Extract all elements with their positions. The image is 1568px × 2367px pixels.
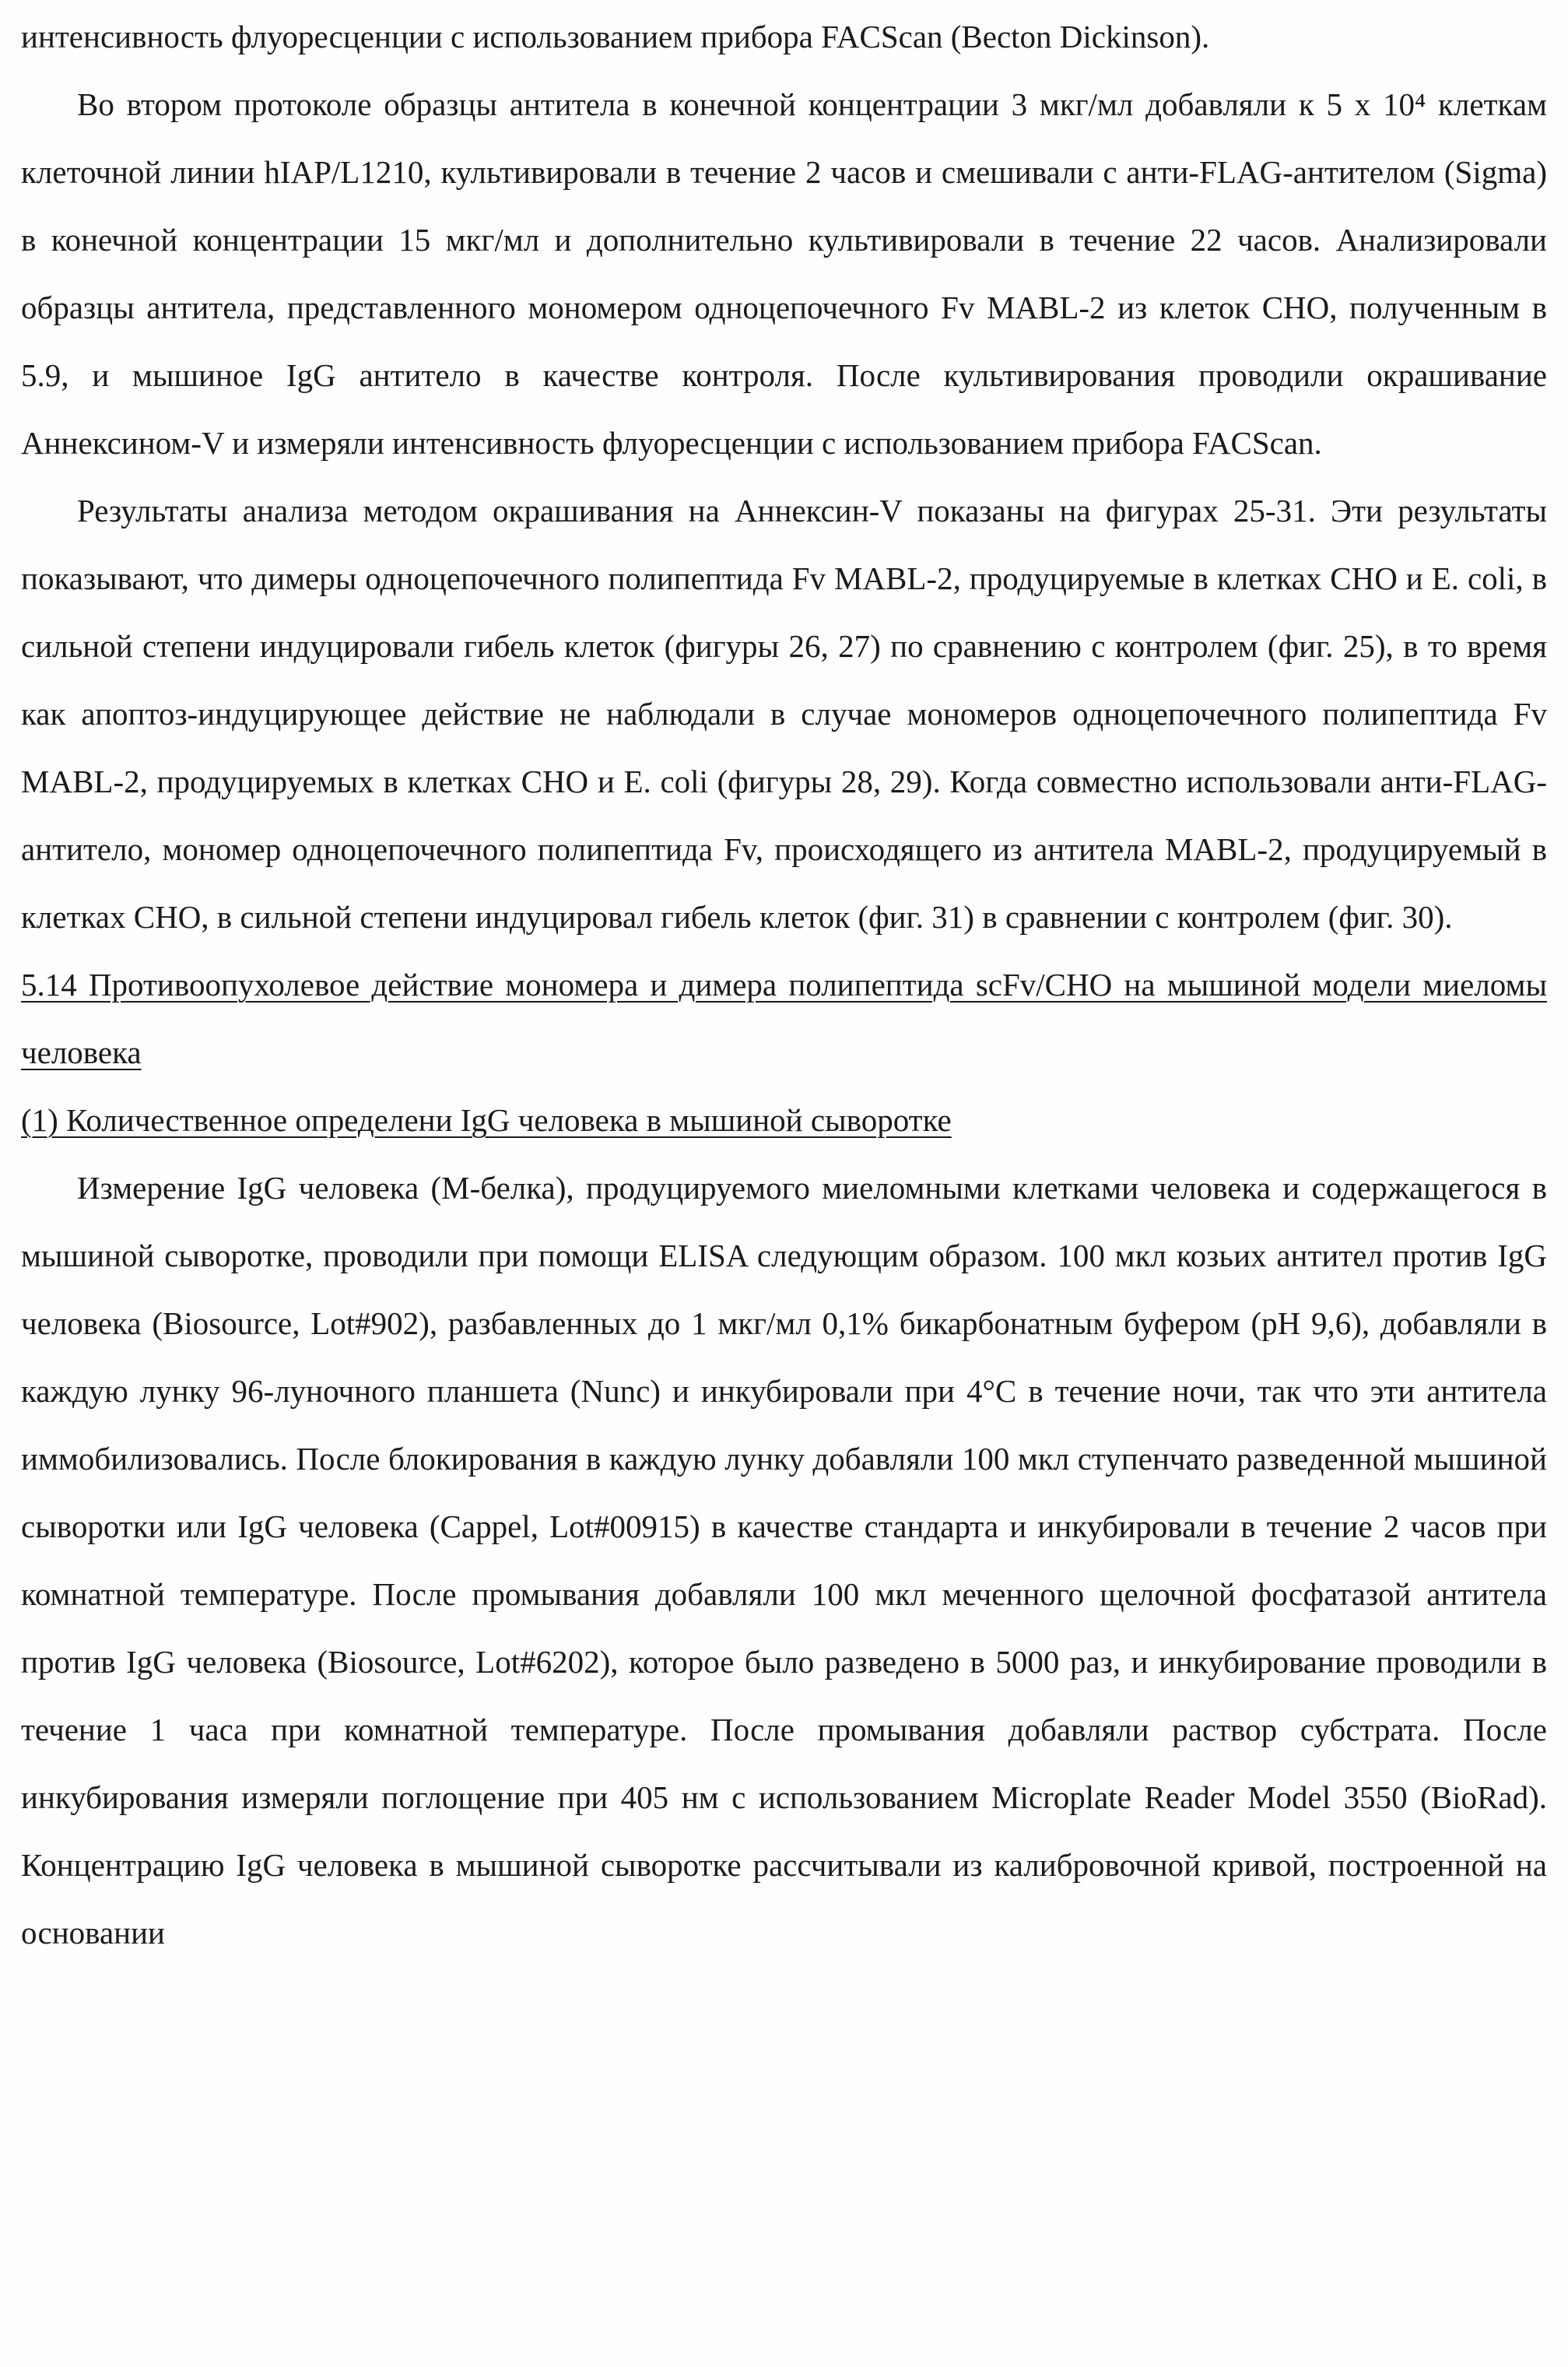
subsection-heading-1: (1) Количественное определени IgG человека в мышиной сыворотке [21, 1102, 952, 1138]
paragraph-elisa-measurement: Измерение IgG человека (М-белка), продуцируемого миеломными клетками человека и содержащегося в мышиной сыворотке, проводили при помощи ELISA следующим образом. 100 мкл козьих антител против IgG человека (Biosource, Lot#902), разбавленных до 1 мкг/мл 0,1% бикарбонатным буфером (pH 9,6), добавляли в каждую лунку 96-луночного планшета (Nunc) и инкубировали при 4°C в течение ночи, так что эти антитела иммобилизовались. После блокирования в каждую лунку добавляли 100 мкл ступенчато разведенной мышиной сыворотки или IgG человека (Cappel, Lot#00915) в качестве стандарта и инкубировали в течение 2 часов при комнатной температуре. После промывания добавляли 100 мкл меченного щелочной фосфатазой антитела против IgG человека (Biosource, Lot#6202), которое было разведено в 5000 раз, и инкубирование проводили в течение 1 часа при комнатной температуре. После промывания добавляли раствор субстрата. После инкубирования измеряли поглощение при 405 нм с использованием Microplate Reader Model 3550 (BioRad). Концентрацию IgG человека в мышиной сыворотке рассчитывали из калибровочной кривой, построенной на основании [21, 1170, 1547, 1951]
paragraph-continuation: интенсивность флуоресценции с использованием прибора FACScan (Becton Dickinson). [21, 19, 1210, 54]
paragraph-second-protocol: Во втором протоколе образцы антитела в конечной концентрации 3 мкг/мл добавляли к 5 x 10⁴ клеткам клеточной линии hIAP/L1210, культивировали в течение 2 часов и смешивали с анти-FLAG-антителом (Sigma) в конечной концентрации 15 мкг/мл и дополнительно культивировали в течение 22 часов. Анализировали образцы антитела, представленного мономером одноцепочечного Fv MABL-2 из клеток CHO, полученным в 5.9, и мышиное IgG антитело в качестве контроля. После культивирования проводили окрашивание Аннексином-V и измеряли интенсивность флуоресценции с использованием прибора FACScan. [21, 86, 1547, 461]
section-heading-5-14: 5.14 Противоопухолевое действие мономера и димера полипептида scFv/CHO на мышиной модели миеломы человека [21, 967, 1547, 1070]
paragraph-annexin-results: Результаты анализа методом окрашивания на Аннексин-V показаны на фигурах 25-31. Эти результаты показывают, что димеры одноцепочечного полипептида Fv MABL-2, продуцируемые в клетках CHO и E. coli, в сильной степени индуцировали гибель клеток (фигуры 26, 27) по сравнению с контролем (фиг. 25), в то время как апоптоз-индуцирующее действие не наблюдали в случае мономеров одноцепочечного полипептида Fv MABL-2, продуцируемых в клетках CHO и E. coli (фигуры 28, 29). Когда совместно использовали анти-FLAG-антитело, мономер одноцепочечного полипептида Fv, происходящего из антитела MABL-2, продуцируемый в клетках CHO, в сильной степени индуцировал гибель клеток (фиг. 31) в сравнении с контролем (фиг. 30). [21, 493, 1547, 935]
